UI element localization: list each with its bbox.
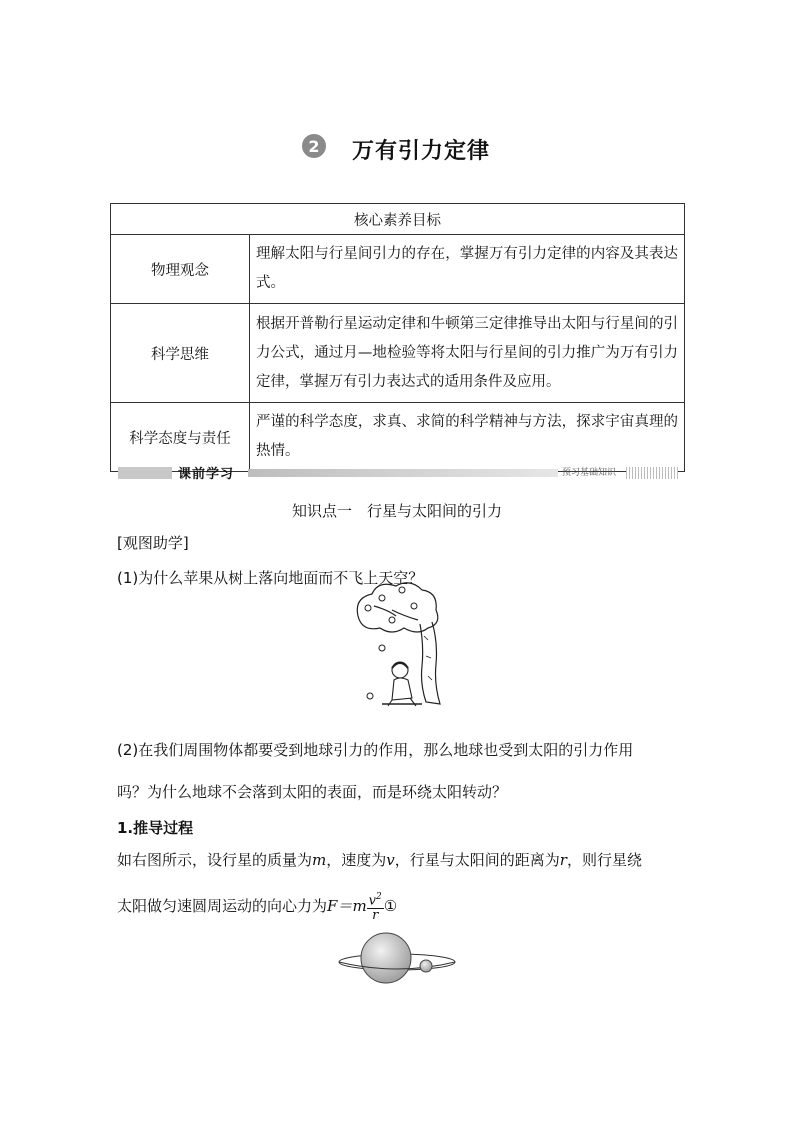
variable-m: m — [312, 851, 327, 869]
goal-text: 理解太阳与行星间引力的存在，掌握万有引力定律的内容及其表达式。 — [250, 235, 685, 304]
derivation-heading: 1.推导过程 — [117, 819, 194, 837]
knowledge-point-heading: 知识点一 行星与太阳间的引力 — [291, 502, 502, 520]
variable-r: r — [559, 851, 567, 869]
fraction-numerator: v — [368, 893, 377, 909]
question-1: (1)为什么苹果从树上落向地面而不飞上天空？ — [117, 569, 424, 587]
observe-label: [观图助学] — [117, 534, 189, 552]
table-row — [111, 403, 685, 472]
table-row — [111, 235, 685, 304]
text-span: ，速度为 — [326, 851, 387, 869]
banner-left-block — [118, 467, 172, 479]
banner-tag: 预习基础知识 — [562, 468, 617, 478]
fraction-exponent: 2 — [376, 892, 382, 902]
goal-label: 物理观念 — [111, 235, 250, 304]
derivation-line-2 — [117, 890, 397, 923]
chapter-number-badge: 2 — [302, 134, 326, 158]
goals-table-header: 核心素养目标 — [111, 204, 685, 235]
planet-sphere — [420, 960, 432, 972]
text-span: 太阳做匀速圆周运动的向心力为 — [117, 897, 328, 916]
formula-lhs: F＝ — [327, 897, 353, 916]
banner-right-pattern — [626, 467, 678, 479]
banner-label: 课前学习 — [178, 467, 235, 482]
core-goals-table — [110, 203, 685, 472]
fraction-denominator: r — [372, 908, 379, 924]
text-span: 如右图所示，设行星的质量为 — [117, 851, 313, 869]
text-span: ，则行星绕 — [566, 851, 642, 869]
sun-planet-orbit-diagram — [334, 930, 460, 988]
centripetal-fraction — [367, 890, 384, 923]
equation-marker: ① — [383, 897, 398, 916]
formula-m: m — [352, 897, 367, 916]
goal-text: 根据开普勒行星运动定律和牛顿第三定律推导出太阳与行星间的引力公式，通过月—地检验等将太阳与行星间的引力推广为万有引力定律，掌握万有引力表达式的适用条件及应用。 — [250, 304, 685, 403]
derivation-line-1 — [117, 850, 642, 870]
goal-text: 严谨的科学态度，求真、求简的科学精神与方法，探求宇宙真理的热情。 — [250, 403, 685, 472]
question-2-line-2: 吗？为什么地球不会落到太阳的表面，而是环绕太阳转动？ — [117, 783, 508, 801]
goal-label: 科学思维 — [111, 304, 250, 403]
page-title: 万有引力定律 — [352, 139, 491, 164]
question-2-line-1: (2)在我们周围物体都要受到地球引力的作用，那么地球也受到太阳的引力作用 — [117, 741, 634, 759]
goal-label: 科学态度与责任 — [111, 403, 250, 472]
sun-sphere — [361, 933, 411, 983]
variable-v: v — [386, 851, 395, 869]
apple-tree-illustration — [352, 576, 444, 710]
banner-bar — [248, 469, 558, 477]
table-row — [111, 304, 685, 403]
text-span: ，行星与太阳间的距离为 — [394, 851, 560, 869]
